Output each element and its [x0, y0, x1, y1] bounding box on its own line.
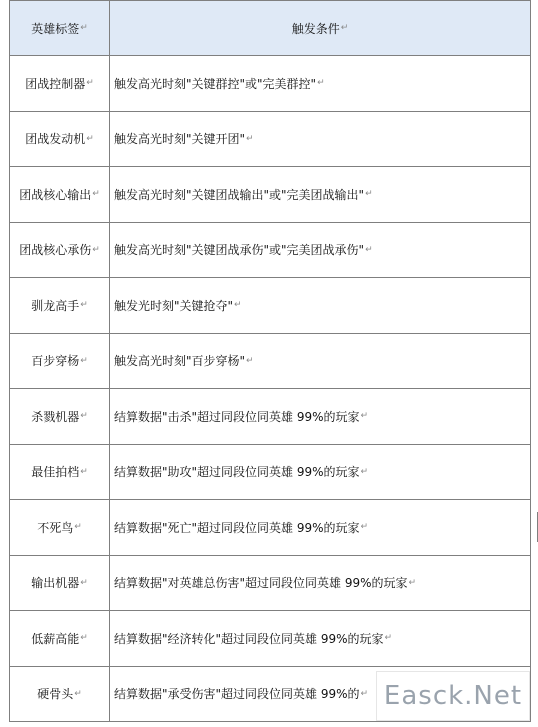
table-row [10, 611, 530, 667]
table-row [10, 389, 530, 445]
header-hero-tag: 英雄标签 ↵ [10, 1, 110, 55]
table-row [10, 167, 530, 223]
trigger-condition-cell: 结算数据"助攻"超过同段位同英雄 99%的玩家 ↵ [114, 465, 369, 480]
table-row [10, 334, 530, 390]
hero-tag-cell: 低薪高能 ↵ [10, 611, 110, 666]
table-row [10, 278, 530, 334]
hero-tag-cell: 百步穿杨 ↵ [10, 334, 110, 389]
table-row [10, 556, 530, 612]
hero-tag-cell: 团战核心承伤 ↵ [10, 223, 110, 278]
trigger-condition-cell: 结算数据"承受伤害"超过同段位同英雄 99%的 ↵ [114, 687, 369, 702]
hero-tag-cell: 团战控制器 ↵ [10, 56, 110, 111]
table-row [10, 112, 530, 168]
hero-tag-cell: 输出机器 ↵ [10, 556, 110, 611]
hero-tag-cell: 硬骨头 ↵ [10, 667, 110, 722]
header-trigger-condition: 触发条件 ↵ [291, 21, 349, 36]
table-header-row [10, 0, 530, 56]
hero-tag-cell: 杀戮机器 ↵ [10, 389, 110, 444]
trigger-condition-cell: 结算数据"击杀"超过同段位同英雄 99%的玩家 ↵ [114, 409, 369, 424]
hero-tag-cell: 团战核心输出 ↵ [10, 167, 110, 222]
trigger-condition-cell: 触发高光时刻"关键团战输出"或"完美团战输出" ↵ [114, 187, 373, 202]
hero-tag-cell: 最佳拍档 ↵ [10, 445, 110, 500]
table-row [10, 56, 530, 112]
trigger-condition-cell: 触发高光时刻"百步穿杨" ↵ [114, 354, 254, 369]
trigger-condition-cell: 触发高光时刻"关键群控"或"完美群控" ↵ [114, 76, 325, 91]
trigger-condition-cell: 触发高光时刻"关键开团" ↵ [114, 132, 254, 147]
table-row [10, 223, 530, 279]
trigger-condition-cell: 结算数据"经济转化"超过同段位同英雄 99%的玩家 ↵ [114, 631, 393, 646]
watermark-logo: Easck.Net [376, 671, 530, 721]
trigger-condition-cell: 结算数据"死亡"超过同段位同英雄 99%的玩家 ↵ [114, 520, 369, 535]
trigger-condition-cell: 触发高光时刻"关键团战承伤"或"完美团战承伤" ↵ [114, 243, 373, 258]
table-row [10, 500, 530, 556]
hero-tag-cell: 驯龙高手 ↵ [10, 278, 110, 333]
hero-tag-table [9, 0, 531, 722]
hero-tag-cell: 团战发动机 ↵ [10, 112, 110, 167]
trigger-condition-cell: 结算数据"对英雄总伤害"超过同段位同英雄 99%的玩家 ↵ [114, 576, 417, 591]
trigger-condition-cell: 触发光时刻"关键抢夺" ↵ [114, 298, 242, 313]
hero-tag-cell: 不死鸟 ↵ [10, 500, 110, 555]
table-row [10, 445, 530, 501]
